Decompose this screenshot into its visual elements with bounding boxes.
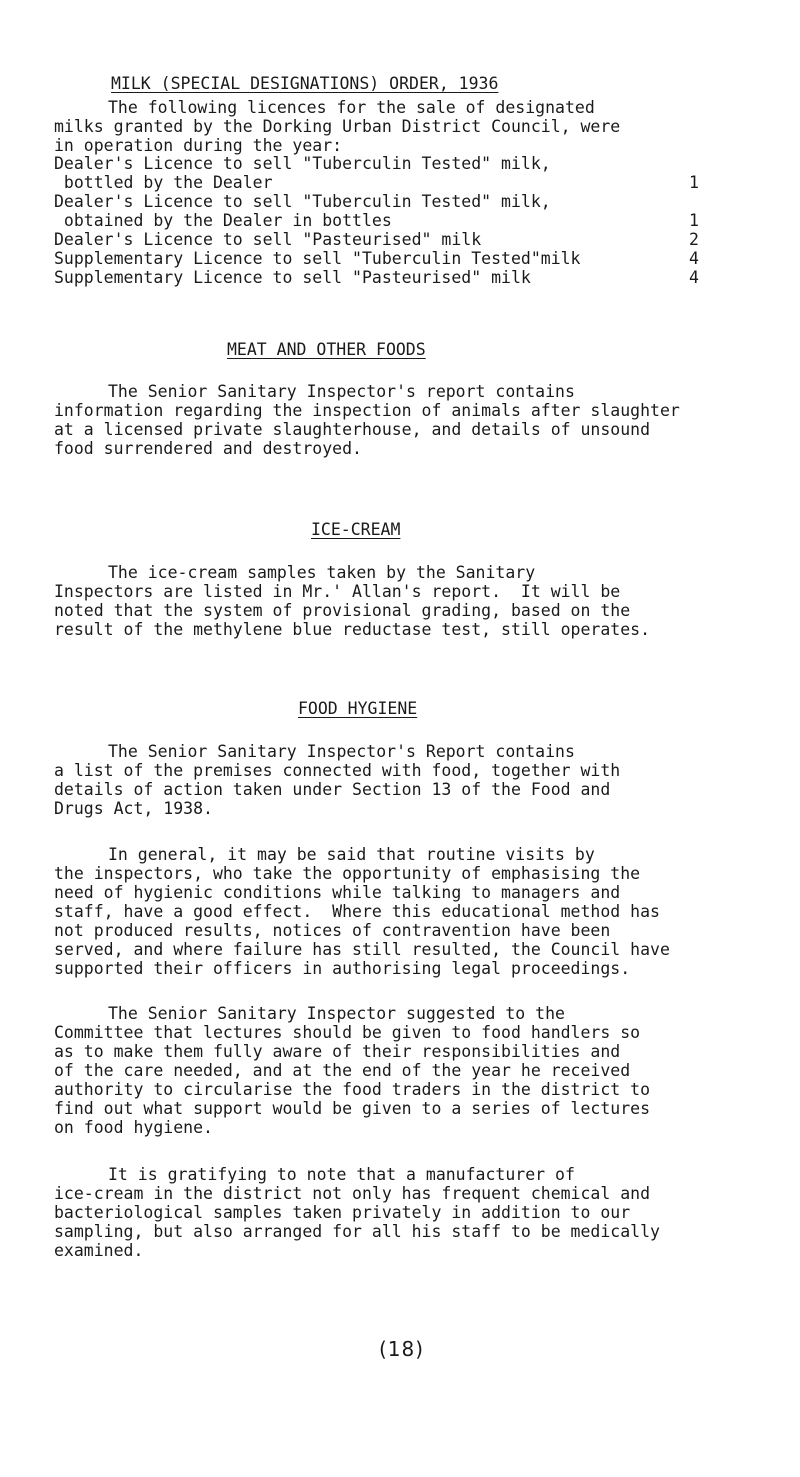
meat-paragraph [54, 382, 794, 458]
text-line: It is gratifying to note that a manufacturer of [108, 1165, 575, 1184]
text-line: examined. [54, 1241, 144, 1260]
text-line: bacteriological samples taken privately in addition to our [54, 1203, 631, 1222]
text-line: of the care needed, and at the end of the year he received [54, 1061, 631, 1080]
licence-line: bottled by the Dealer [54, 173, 273, 192]
text-line: supported their officers in authorising legal proceedings. [54, 959, 631, 978]
licence-line: Dealer's Licence to sell "Pasteurised" milk [54, 230, 482, 249]
food-hygiene-heading: FOOD HYGIENE [298, 699, 418, 718]
licence-item [54, 192, 754, 230]
text-line: not produced results, notices of contravention have been [54, 921, 611, 940]
text-line: a list of the premises connected with food, together with [54, 761, 621, 780]
licence-item [54, 249, 754, 268]
text-line: noted that the system of provisional grading, based on the [54, 601, 631, 620]
licence-line: Supplementary Licence to sell "Pasteurised" milk [54, 268, 531, 287]
text-line: authority to circularise the food traders in the district to [54, 1080, 651, 1099]
text-line: need of hygienic conditions while talking to managers and [54, 883, 621, 902]
text-line: Inspectors are listed in Mr.' Allan's report. It will be [54, 582, 621, 601]
milk-intro-paragraph [54, 98, 794, 155]
meat-heading: MEAT AND OTHER FOODS [227, 340, 426, 359]
licence-line: obtained by the Dealer in bottles [54, 211, 392, 230]
licence-list [54, 154, 754, 287]
text-line: sampling, but also arranged for all his staff to be medically [54, 1222, 660, 1241]
page-number: (18) [379, 1337, 425, 1361]
text-line: served, and where failure has still resulted, the Council have [54, 940, 670, 959]
licence-item [54, 154, 754, 192]
licence-item [54, 268, 754, 287]
licence-count: 4 [689, 268, 699, 287]
text-line: information regarding the inspection of animals after slaughter [54, 401, 680, 420]
text-line: find out what support would be given to a series of lectures [54, 1099, 651, 1118]
text-line: the inspectors, who take the opportunity of emphasising the [54, 864, 641, 883]
ice-cream-heading: ICE-CREAM [311, 520, 401, 539]
licence-count: 4 [689, 249, 699, 268]
text-line: at a licensed private slaughterhouse, and details of unsound [54, 420, 651, 439]
text-line: ice-cream in the district not only has frequent chemical and [54, 1184, 651, 1203]
food-hygiene-paragraph-1 [54, 742, 794, 818]
food-hygiene-paragraph-3 [54, 1004, 794, 1137]
text-line: The Senior Sanitary Inspector's report contains [108, 382, 575, 401]
page-title: MILK (SPECIAL DESIGNATIONS) ORDER, 1936 [111, 74, 499, 93]
text-line: The Senior Sanitary Inspector suggested to the [108, 1004, 565, 1023]
text-line: Committee that lectures should be given to food handlers so [54, 1023, 641, 1042]
text-line: details of action taken under Section 13 of the Food and [54, 780, 611, 799]
licence-count: 1 [689, 173, 699, 192]
text-line: in operation during the year: [54, 136, 343, 155]
licence-line: Dealer's Licence to sell "Tuberculin Tested" milk, [54, 192, 551, 211]
licence-line: Supplementary Licence to sell "Tuberculin Tested"milk [54, 249, 581, 268]
text-line: as to make them fully aware of their responsibilities and [54, 1042, 621, 1061]
text-line: result of the methylene blue reductase test, still operates. [54, 620, 651, 639]
text-line: The Senior Sanitary Inspector's Report contains [108, 742, 575, 761]
text-line: The ice-cream samples taken by the Sanitary [108, 563, 536, 582]
text-line: on food hygiene. [54, 1118, 213, 1137]
text-line: milks granted by the Dorking Urban District Council, were [54, 117, 621, 136]
text-line: food surrendered and destroyed. [54, 439, 362, 458]
text-line: In general, it may be said that routine visits by [108, 845, 595, 864]
ice-cream-paragraph [54, 563, 794, 639]
text-line: The following licences for the sale of designated [108, 98, 595, 117]
text-line: Drugs Act, 1938. [54, 799, 213, 818]
food-hygiene-paragraph-4 [54, 1165, 794, 1260]
licence-count: 2 [689, 230, 699, 249]
licence-count: 1 [689, 211, 699, 230]
licence-item [54, 230, 754, 249]
licence-line: Dealer's Licence to sell "Tuberculin Tested" milk, [54, 154, 551, 173]
food-hygiene-paragraph-2 [54, 845, 794, 978]
text-line: staff, have a good effect. Where this educational method has [54, 902, 660, 921]
